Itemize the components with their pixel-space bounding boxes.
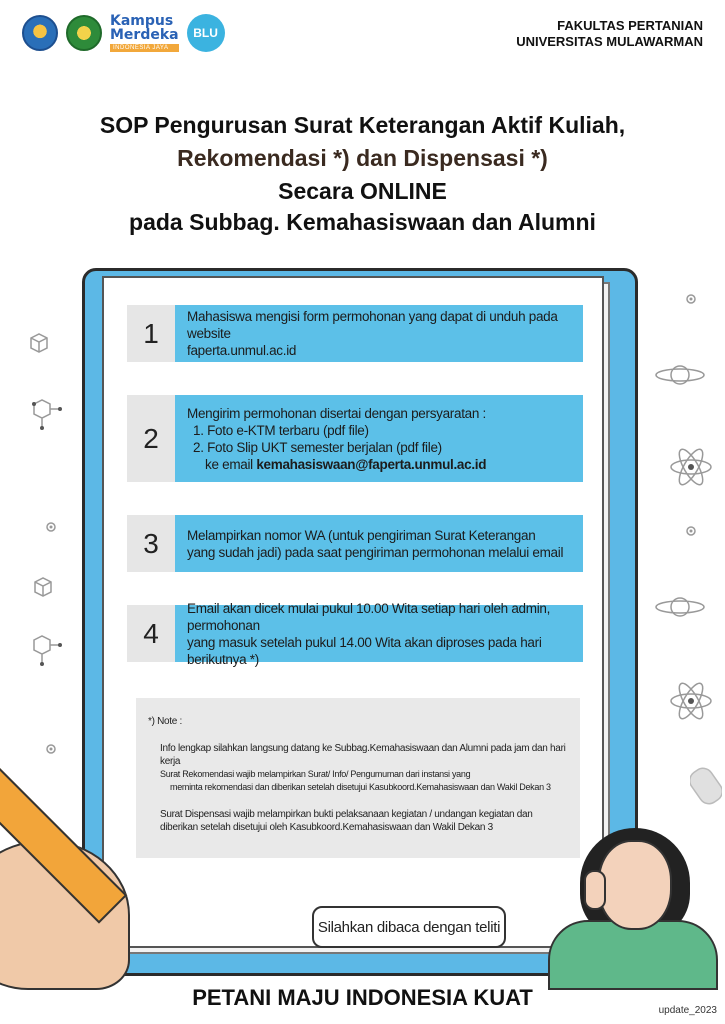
kemendikbud-logo-icon: [22, 15, 58, 51]
step-line: yang sudah jadi) pada saat pengiriman permohonan melalui email: [187, 544, 564, 560]
gear-icon: [44, 520, 58, 534]
bandage-icon: [690, 764, 722, 808]
footer-slogan: PETANI MAJU INDONESIA KUAT: [192, 985, 533, 1010]
step-3: [127, 515, 583, 572]
faculty-name: [516, 18, 703, 50]
note-item-1: Info lengkap silahkan langsung datang ke Subbag.Kemahasiswaan dan Alumni pada jam dan hari kerja: [160, 743, 566, 767]
step-4: [127, 600, 583, 667]
title-line1: SOP Pengurusan Surat Keterangan Aktif Kuliah,: [99, 112, 626, 138]
gear-icon: [44, 742, 58, 756]
step-line: Mahasiswa mengisi form permohonan yang dapat di unduh pada website: [187, 309, 558, 341]
kampus-merdeka-logo: [110, 14, 179, 52]
faculty-line2: UNIVERSITAS MULAWARMAN: [516, 34, 703, 49]
logo-group: [22, 14, 225, 52]
unmul-logo-icon: [66, 15, 102, 51]
step-text: [175, 395, 583, 482]
title-line3: Secara ONLINE: [278, 178, 447, 204]
step-line: Mengirim permohonan disertai dengan persyaratan :: [187, 405, 486, 421]
read-carefully-label: Silahkan dibaca dengan teliti: [312, 906, 506, 948]
step-text: [175, 515, 583, 572]
molecule-icon: [24, 392, 66, 434]
note-line: Surat Dispensasi wajib melampirkan bukti pelaksanaan kegiatan / undangan kegiatan dan: [160, 809, 533, 820]
step-line: Email akan dicek mulai pukul 10.00 Wita setiap hari oleh admin, permohonan: [187, 600, 551, 633]
update-label: update_2023: [658, 1005, 717, 1016]
planet-icon: [654, 592, 706, 622]
requirement-item: 2. Foto Slip UKT semester berjalan (pdf file): [193, 439, 442, 455]
kampus-logo-line2: Merdeka: [110, 27, 179, 43]
title-line2: Rekomendasi *) dan Dispensasi *): [177, 145, 548, 171]
cube-icon: [26, 330, 52, 356]
blu-logo: BLU: [187, 14, 225, 52]
note-line: diberikan setelah disetujui oleh Kasubkoord.Kemahasiswaan dan Wakil Dekan 3: [160, 822, 493, 833]
girl-body-illustration: [548, 920, 718, 990]
requirement-item: 1. Foto e-KTM terbaru (pdf file): [193, 422, 369, 438]
note-item-2: [160, 768, 551, 794]
note-box: [136, 698, 580, 858]
step-text: [175, 305, 583, 362]
gear-icon: [684, 292, 698, 306]
molecule-icon: [24, 628, 66, 670]
step-text: [175, 600, 583, 667]
kampus-logo-line3: INDONESIA JAYA: [110, 44, 179, 52]
note-item-3: [160, 808, 533, 834]
note-title: *) Note :: [148, 716, 182, 727]
atom-icon: [668, 678, 714, 724]
step-line: yang masuk setelah pukul 14.00 Wita akan diproses pada hari berikutnya *): [187, 634, 542, 667]
note-line: meminta rekomendasi dan diberikan setelah disetujui Kasubkoord.Kemahasiswaan dan Wakil Dekan 3: [170, 782, 551, 792]
planet-icon: [654, 360, 706, 390]
gear-icon: [684, 524, 698, 538]
email-address: kemahasiswaan@faperta.unmul.ac.id: [256, 456, 487, 472]
step-line: Melampirkan nomor WA (untuk pengiriman Surat Keterangan: [187, 527, 536, 543]
step-line: faperta.unmul.ac.id: [187, 343, 297, 358]
email-line: [187, 456, 571, 473]
note-line: Surat Rekomendasi wajib melampirkan Surat/ Info/ Pengumuman dari instansi yang: [160, 769, 471, 779]
title-line4: pada Subbag. Kemahasiswaan dan Alumni: [129, 209, 596, 235]
faculty-line1: FAKULTAS PERTANIAN: [557, 18, 703, 33]
girl-face-illustration: [598, 840, 672, 930]
step-number: 3: [127, 515, 175, 572]
step-1: [127, 305, 583, 362]
step-number: 4: [127, 605, 175, 662]
cube-icon: [30, 574, 56, 600]
step-number: 1: [127, 305, 175, 362]
pointing-hand-icon: [584, 870, 606, 910]
step-2: [127, 395, 583, 482]
atom-icon: [668, 444, 714, 490]
step-number: 2: [127, 395, 175, 482]
kampus-logo-line1: Kampus: [110, 13, 174, 29]
email-prefix: ke email: [205, 456, 257, 472]
